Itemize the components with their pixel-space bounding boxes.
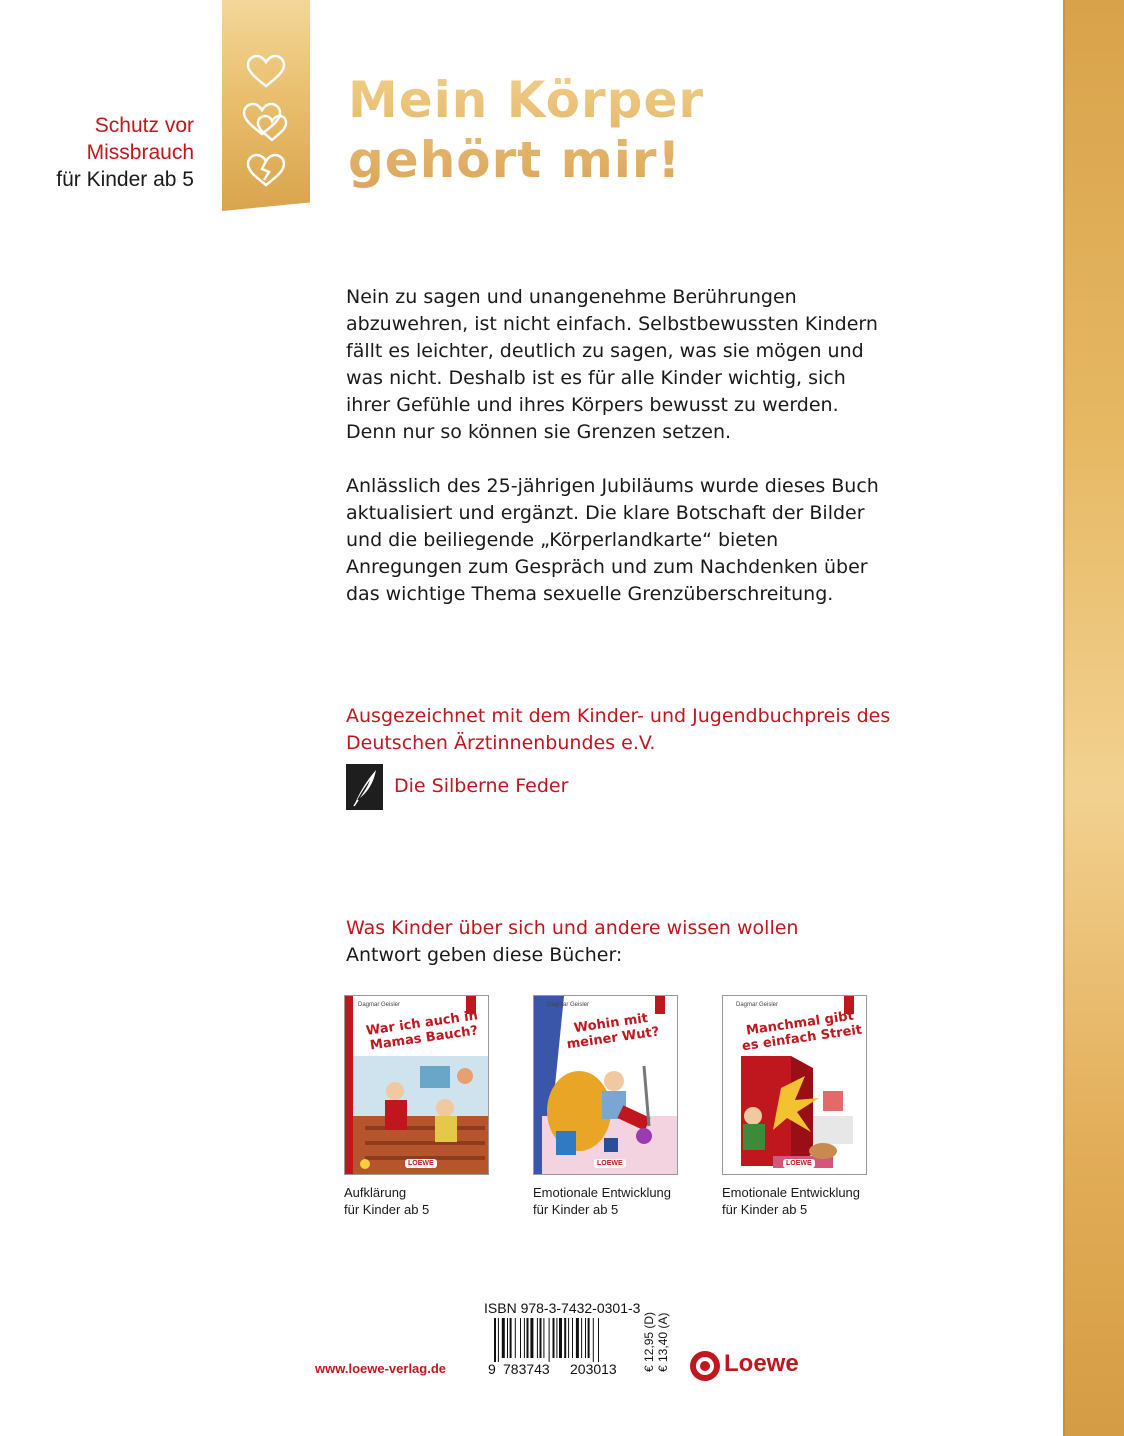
book-title: [348, 70, 704, 190]
barcode-bar: [530, 1318, 533, 1358]
promo-headline: Was Kinder über sich und andere wissen wollen: [346, 917, 799, 939]
barcode-digit-lead: 9: [488, 1361, 496, 1377]
isbn-text: ISBN 978-3-7432-0301-3: [484, 1300, 641, 1316]
book-title-line-1: Mein Körper: [348, 71, 705, 129]
barcode-bar: [593, 1318, 594, 1362]
barcode-bar: [540, 1318, 542, 1358]
barcode-icon: [484, 1318, 634, 1362]
lion-icon: [688, 1346, 722, 1386]
barcode-bar: [494, 1318, 496, 1362]
publisher-name: Loewe: [724, 1350, 799, 1377]
barcode-bar: [568, 1318, 569, 1358]
series-line-1: Schutz vor: [94, 114, 194, 137]
book-cover-2: [533, 995, 678, 1175]
barcode-bar: [588, 1318, 590, 1358]
barcode-bar: [543, 1318, 544, 1358]
feather-icon: [346, 764, 383, 810]
book-3-publisher-logo: LOEWE: [783, 1159, 815, 1168]
book-3-title: Manchmal gibt es einfach Streit: [741, 1008, 863, 1055]
barcode-bar: [498, 1318, 499, 1362]
book-2-author: Dagmar Geisler: [547, 1002, 590, 1008]
book-cover-3: [722, 995, 867, 1175]
book-1-caption-line-1: Aufklärung: [344, 1185, 407, 1200]
award-badge-label: Die Silberne Feder: [394, 775, 569, 797]
book-1-title: War ich auch in Mamas Bauch?: [365, 1008, 479, 1054]
blurb-paragraph-1: Nein zu sagen und unangenehme Berührungen abzuwehren, ist nicht einfach. Selbstbewussten Kindern fällt es leichter, deutlich zu sagen, was sie mögen und was nicht. Deshalb ist es für alle Kinder wichtig, sich ihrer Gefühle und ihres Körpers bewusst zu werden. Denn nur so können sie Grenzen setzen.: [346, 286, 878, 443]
barcode-bar: [549, 1318, 550, 1362]
barcode-bar: [581, 1318, 582, 1358]
gold-edge-strip: [1063, 0, 1124, 1436]
barcode-bar: [576, 1318, 579, 1358]
barcode-bar: [510, 1318, 512, 1358]
book-2-caption-line-2: für Kinder ab 5: [533, 1202, 619, 1217]
price-at: € 13,40 (A): [656, 1312, 670, 1372]
series-label: [56, 112, 194, 193]
book-3-caption-line-2: für Kinder ab 5: [722, 1202, 808, 1217]
book-3-author: Dagmar Geisler: [736, 1002, 779, 1008]
barcode-bar: [564, 1318, 566, 1358]
barcode-bar: [553, 1318, 555, 1358]
book-3-caption-line-1: Emotionale Entwicklung: [722, 1185, 861, 1200]
book-3-caption: [722, 1184, 860, 1218]
barcode-digits-left: 783743: [503, 1361, 550, 1377]
barcode-digits-right: 203013: [570, 1361, 617, 1377]
barcode-bar: [527, 1318, 529, 1358]
book-1-caption-line-2: für Kinder ab 5: [344, 1202, 430, 1217]
barcode-bar: [502, 1318, 505, 1358]
blurb: [346, 284, 886, 608]
price-block: [640, 1300, 670, 1380]
book-2-caption-line-1: Emotionale Entwicklung: [533, 1185, 672, 1200]
blurb-paragraph-2: Anlässlich des 25-jährigen Jubiläums wurde dieses Buch aktualisiert und ergänzt. Die klare Botschaft der Bilder und die beiliegende „Körperlandkarte“ bieten Anregungen zum Gespräch und zum Nachdenken über das wichtige Thema sexuelle Grenzüberschreitung.: [346, 475, 879, 605]
barcode-bar: [556, 1318, 557, 1358]
award-text: Ausgezeichnet mit dem Kinder- und Jugendbuchpreis des Deutschen Ärztinnenbundes e.V.: [346, 705, 891, 754]
barcode-bar: [559, 1318, 562, 1358]
publisher-url: www.loewe-verlag.de: [315, 1361, 447, 1376]
book-2-publisher-logo: LOEWE: [594, 1159, 626, 1168]
barcode-bar: [537, 1318, 538, 1358]
book-2-title: Wohin mit meiner Wut?: [565, 1010, 661, 1053]
publisher-logo: [688, 1346, 818, 1386]
broken-heart-icon: [248, 155, 284, 185]
promo-subline: Antwort geben diese Bücher:: [346, 944, 623, 966]
book-title-line-2: gehört mir!: [348, 131, 682, 189]
book-2-caption: [533, 1184, 671, 1218]
series-line-2: Missbrauch: [86, 141, 194, 164]
price-de: € 12,95 (D): [642, 1311, 656, 1372]
barcode-bar: [520, 1318, 521, 1358]
book-1-publisher-logo: LOEWE: [405, 1159, 437, 1168]
book-cover-1: [344, 995, 489, 1175]
book-1-caption: [344, 1184, 429, 1218]
barcode-bar: [585, 1318, 586, 1358]
barcode-bar: [524, 1318, 525, 1358]
book-1-author: Dagmar Geisler: [358, 1002, 401, 1008]
heart-outline-icon: [248, 56, 284, 86]
barcode-bar: [515, 1318, 516, 1358]
series-line-3: für Kinder ab 5: [56, 168, 194, 191]
series-ribbon: [222, 0, 310, 211]
barcode-bar: [572, 1318, 573, 1358]
barcode-bar: [507, 1318, 508, 1358]
double-heart-icon: [244, 104, 286, 140]
barcode-bar: [598, 1318, 599, 1362]
